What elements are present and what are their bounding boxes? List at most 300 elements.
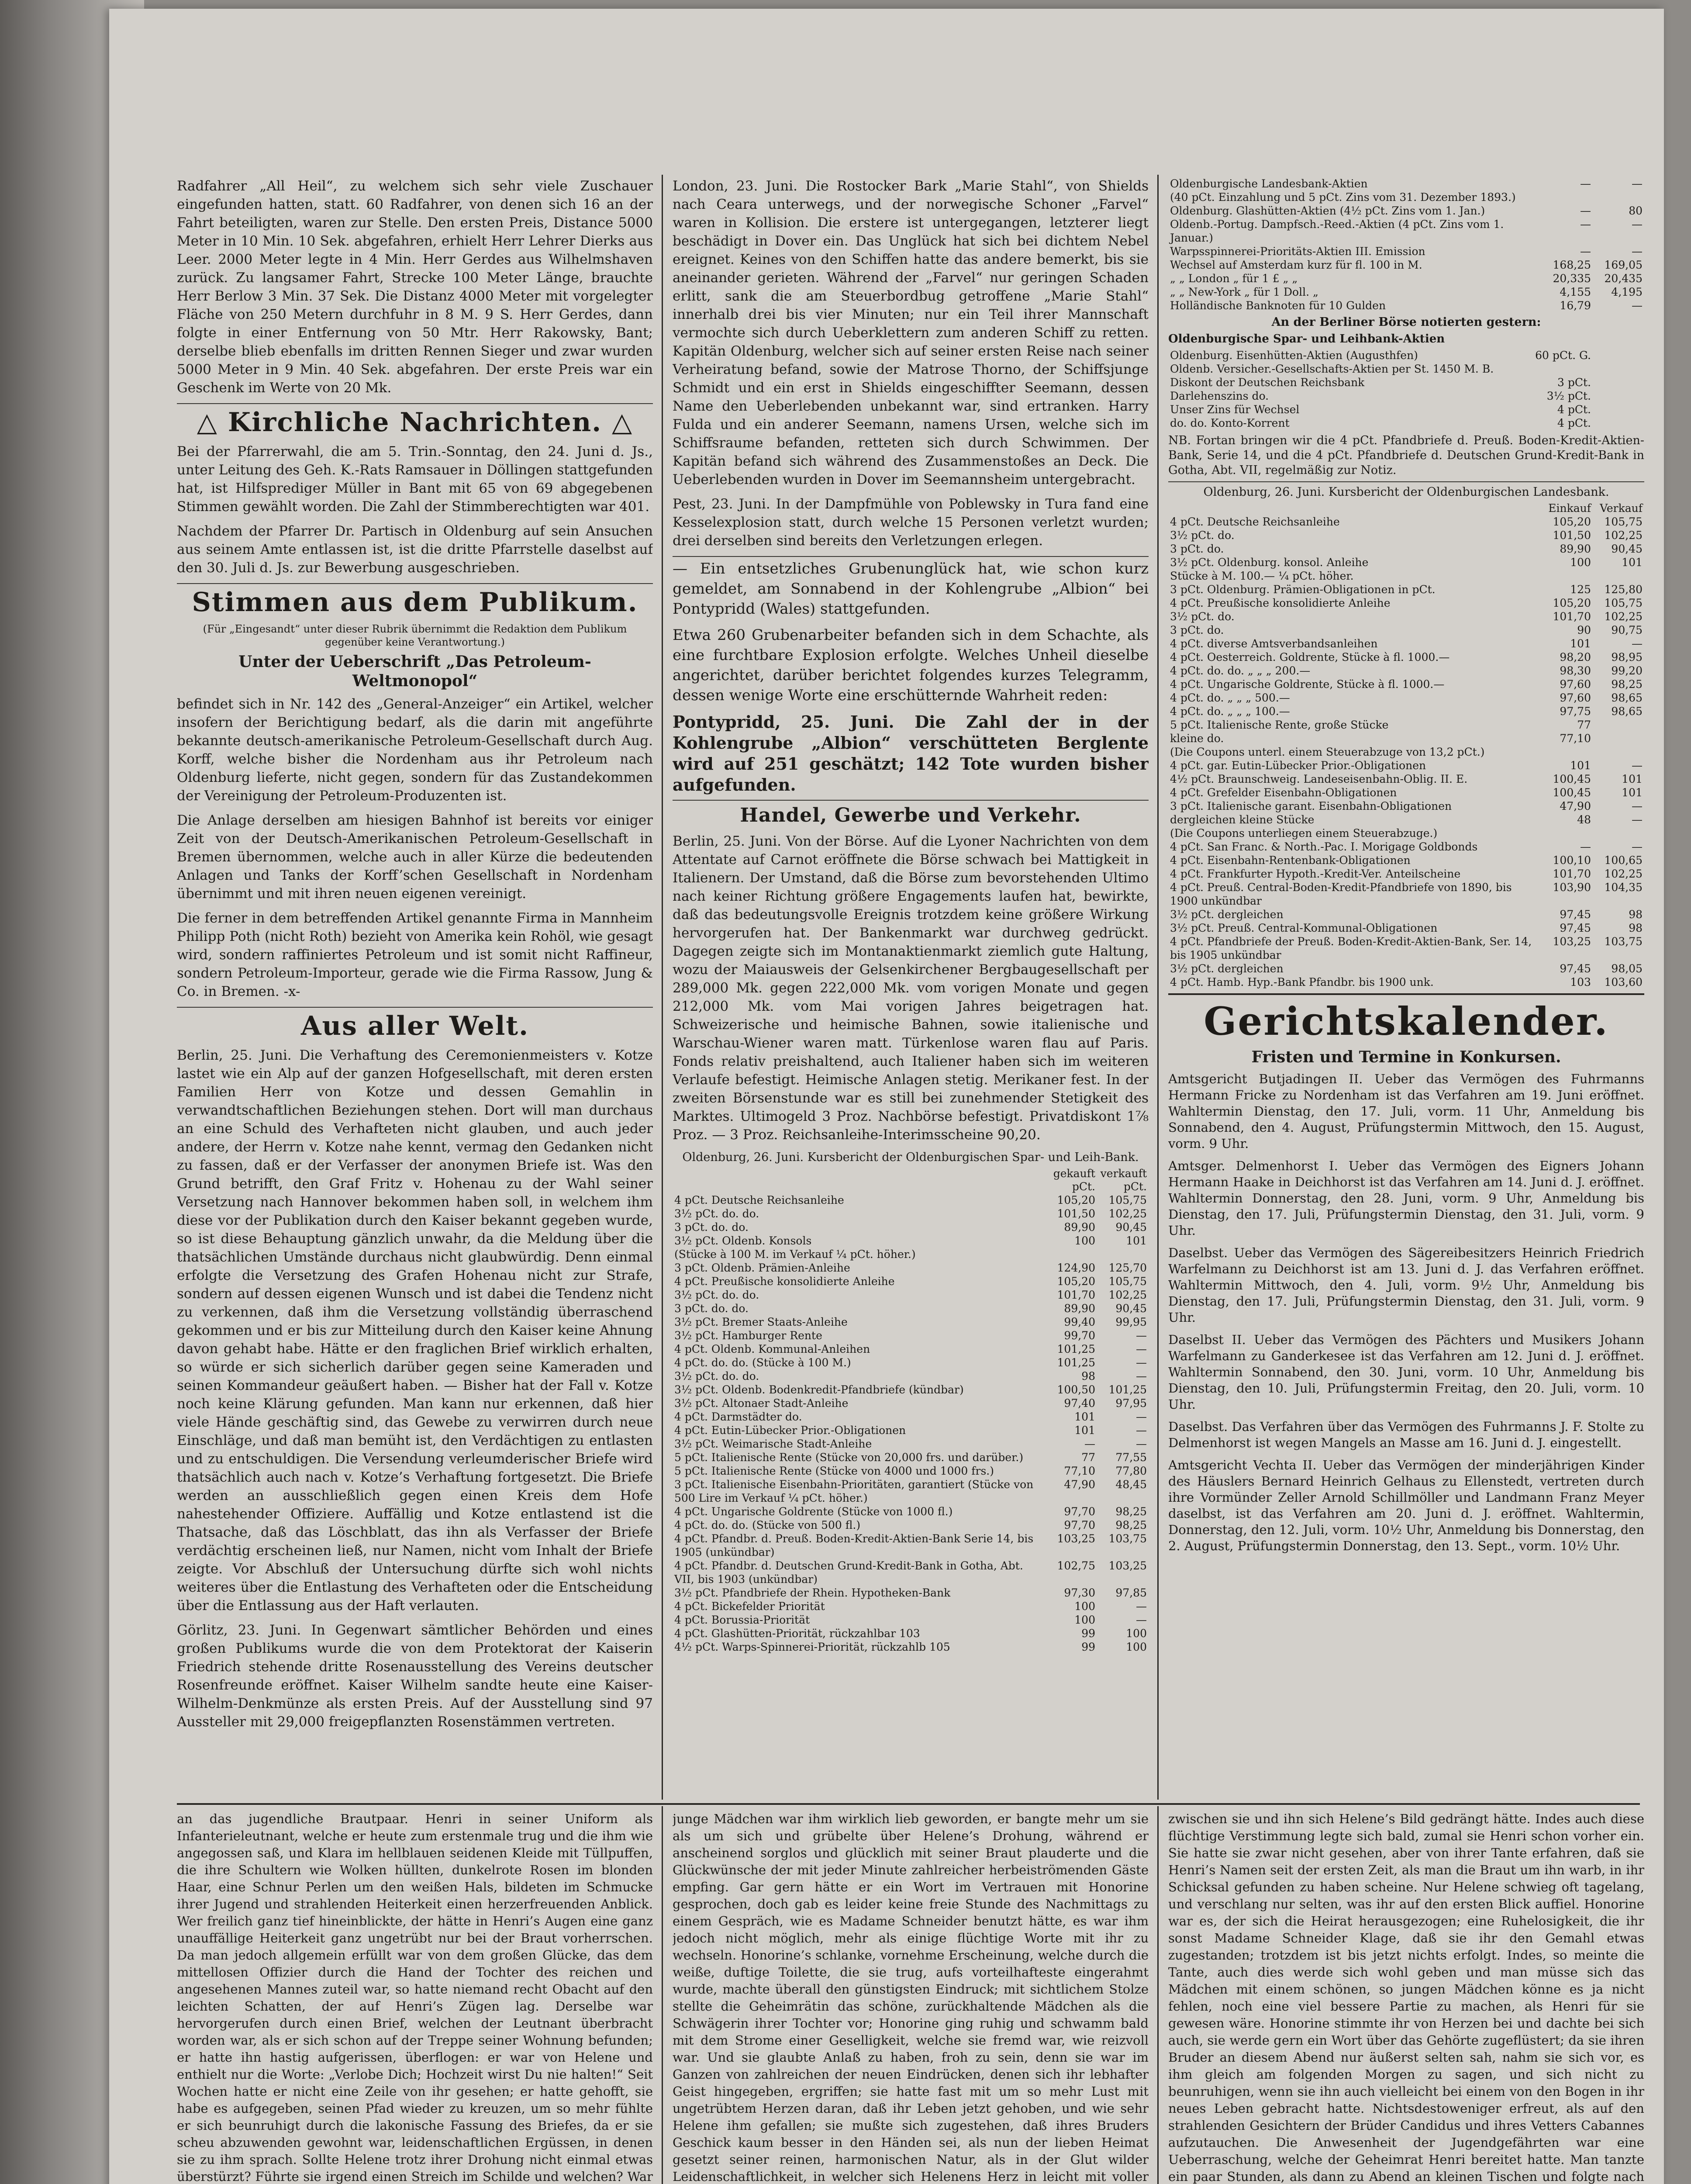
security-name: 4 pCt. Borussia-Priorität (674, 1614, 810, 1626)
security-name: Stücke à M. 100.— ¼ pCt. höher. (1170, 570, 1354, 582)
sell-rate: 125,70 (1108, 1261, 1147, 1274)
buy-rate: 103,90 (1553, 881, 1591, 894)
notice-delmenhorst-4: Daselbst. Das Verfahren über das Vermögen des Fuhrmanns J. F. Stolte zu Delmenhorst ist wegen Mangels an Masse am 16. Juni d. J. eingestellt. (1168, 1419, 1644, 1450)
security-name: 4½ pCt. Braunschweig. Landeseisenbahn-Oblig. II. E. (1170, 773, 1468, 785)
feuilleton-text-3: zwischen sie und ihn sich Helene’s Bild gedrängt hätte. Indes auch diese flüchtige Verstimmung legte sich bald, zumal sie Henri schon vorher ein. Sie hatte sie zwar nicht gesehen, aber von ihrer Tante erfahren, daß sie Henri’s Namen seit der ersten Zeit, als man die Braut um ihn warb, in ihr Schicksal gefunden zu haben scheine. Nur Helene schwieg oft tagelang, und verschlang nur selten, was ihr auf den ersten Blick auffiel. Honorine war es, der sich die Heirat herausgezogen; eine Ruhelosigkeit, die ihr sonst Madame Schneider Klage, daß sie ihr den Gemahl etwas zugestanden; trotzdem ist bis jetzt nichts erfolgt. Indes, so meinte die Tante, auch dies werde sich wohl geben und man müsse sich das Mädchen mit einem schönen, so jungen Mädchen könne es ja nicht fehlen, noch eine viel bessere Partie zu machen, als Henri für sie gewesen wäre. Honorine stimmte ihr von Herzen bei und dachte bei sich auch, sie werde gern ein Wort über das Gehörte zugeflüstert; da sie ihren Bruder an diesem Abend nur äußerst selten sah, nahm sie sich vor, es ihm gleich am folgenden Morgen zu sagen, und sich nicht zu beunruhigen, wenn sie ihn auch vielleicht bei einem von den Bogen in ihr neues Leben gebracht hatte. Nichtsdestoweniger erfreut, als auf den strahlenden Gesichtern der Brüder Candidus und ihres Vetters Cabannes aufzutauchen. Die Anwesenheit der Jugendgefährten war eine Ueberraschung, welche der Geheimrat Henri bereitet hatte. Man tanzte ein paar Stunden, als dann zu Abend an kleinen Tischen und folgte nach (1168, 1811, 1644, 2184)
buy-rate: — (1084, 1438, 1095, 1450)
rate-row (1168, 245, 1644, 258)
security-name: 3½ pCt. Bremer Staats-Anleihe (674, 1316, 848, 1328)
feuilleton-text-2: junge Mädchen war ihm wirklich lieb geworden, er bangte mehr um sie als um sich und grübelte über Helene’s Drohung, während er anscheinend sorglos und glücklich mit seiner Braut plauderte und die Glückwünsche der mit jeder Minute zahlreicher herbeiströmenden Gäste empfing. Gar gern hätte er ein Wort im Vertrauen mit Honorine gesprochen, doch gab es leider keine freie Stunde des Nachmittags zu einem Gespräch, wie es Madame Schneider benutzt hätte, es war ihm jedoch nicht möglich, mehr als einige flüchtige Worte mit ihr zu wechseln. Honorine’s schlanke, vornehme Erscheinung, welche durch die weiße, duftige Toilette, die sie trug, aufs vorteilhafteste eingerahmt wurde, machte überall den günstigsten Eindruck; mit sichtlichem Stolze stellte die Geheimrätin das schöne, zurückhaltende Mädchen als die Schwägerin ihrer Tochter vor; Honorine ging ruhig und schwamm bald mit dem Strome einer Geselligkeit, welche sie fremd war, wie reizvoll war. Und sie glaubte Anlaß zu haben, froh zu sein, denn sie war im Ganzen von zahlreichen der neuen Eindrücken, denen sich ihr lebhafter Geist hingegeben, ergriffen; sie hatte fast mit um so mehr Lust mit ungetrübtem Herzen daran, daß ihr Leben jetzt gehoben, und wie sehr Helene ihm gefallen; sie mußte sich zugestehen, daß ihres Bruders Geschick kaum besser in den Händen sei, als nun der lieben Heimat gesetzt seiner reinen, harmonischen Natur, als in der Glut wilder Leidenschaftlichkeit, in welcher sich Helenens Herz in leicht mit voller (673, 1811, 1149, 2184)
sell-rate: — (1136, 1356, 1147, 1369)
table-caption-landesbank: Oldenburg, 26. Juni. Kursbericht der Oldenburgischen Landesbank. (1203, 485, 1609, 499)
rate-row (673, 1505, 1149, 1518)
security-name: 4 pCt. Grefelder Eisenbahn-Obligationen (1170, 786, 1397, 799)
sell-rate: 103,25 (1108, 1559, 1147, 1572)
article-pest: Pest, 23. Juni. In der Dampfmühle von Poblewsky in Tura fand eine Kesselexplosion statt, durch welche 15 Personen verletzt wurden; drei derselben sind bereits den Verletzungen erlegen. (673, 496, 1149, 549)
sell-rate: 99,95 (1115, 1316, 1147, 1328)
sell-rate: — (1136, 1614, 1147, 1626)
security-name: 3½ pCt. do. (1170, 610, 1235, 623)
notice-vechta: Amtsgericht Vechta II. Ueber das Vermögen der minderjährigen Kinder des Häuslers Bernard Heinrich Gelhaus zu Ellenstedt, vertreten durch ihre Vormünder Zeller Arnold Schillmöller und Landmann Franz Meyer daselbst, ist das Verfahren am 20. Juni d. J. eröffnet. Wahltermin, Donnerstag, den 12. Juli, vorm. 10½ Uhr, Anmeldung bis Donnerstag, den 2. August, Prüfungstermin Donnerstag, den 13. Sept., vorm. 10½ Uhr. (1168, 1458, 1644, 1553)
sell-rate: 102,25 (1108, 1207, 1147, 1220)
sell-rate: 98,65 (1611, 691, 1643, 704)
sell-rate: — (1136, 1438, 1147, 1450)
security-name: 3½ pCt. Preuß. Central-Kommunal-Obligationen (1170, 922, 1438, 934)
security-name: Diskont der Deutschen Reichsbank (1170, 376, 1365, 389)
security-name: 4 pCt. do. do. „ „ „ 200.— (1170, 664, 1311, 677)
security-name: (40 pCt. Einzahlung und 5 pCt. Zins vom 31. Dezember 1893.) (1170, 191, 1516, 204)
sell-rate: — (1632, 218, 1643, 231)
rate-row (673, 1627, 1149, 1640)
buy-rate: 101,25 (1057, 1343, 1095, 1355)
rates-table-securities (1168, 177, 1644, 312)
buy-rate: 20,335 (1553, 272, 1591, 285)
section-heading-kirchliche: △ Kirchliche Nachrichten. △ (197, 407, 633, 438)
security-name: 3½ pCt. Oldenb. Bodenkredit-Pfandbriefe (kündbar) (674, 1383, 964, 1396)
rate-row (1168, 718, 1644, 732)
sell-rate: 103,75 (1108, 1532, 1147, 1545)
rate-row (1168, 921, 1644, 935)
security-name: kleine do. (1170, 732, 1224, 745)
sell-rate: 98,65 (1611, 705, 1643, 718)
rate-row (1168, 935, 1644, 962)
security-name: 3½ pCt. dergleichen (1170, 908, 1284, 921)
rate-row (1168, 218, 1644, 245)
security-name: 3 pCt. Italienische Eisenbahn-Prioritäten, garantiert (Stücke von 500 Lire im Verkauf ¼ pCt. höher.) (674, 1478, 1034, 1504)
rate-row (1168, 556, 1644, 569)
rate-row (1168, 529, 1644, 542)
column-3 (1168, 177, 1644, 1802)
buy-rate: 97,45 (1560, 922, 1591, 934)
article-radfahrer: Radfahrer „All Heil“, zu welchem sich sehr viele Zuschauer eingefunden hatten, statt. 60 Radfahrer, von denen sich 16 an der Fahrt beteiligten, waren zur Stelle. Den ersten Preis, Distance 5000 Meter in 10 Min. 10 Sek. abgefahren, erhielt Herr Lehrer Dierks aus Leer. 2000 Meter legte in 4 Min. Herr Gerdes aus Wilhelmshaven zurück. Zu langsamer Fahrt, Strecke 100 Meter Länge, brauchte Herr Berlow 3 Min. 37 Sek. Die Distanz 4000 Meter mit vorgelegter Fläche von 250 Metern durchfuhr in 8 M. 9 S. Herr Gerdes, dann folgte in einer Entfernung von 50 Mtr. Herr Rakowsky, Bant; derselbe blieb ebenfalls im dritten Rennen Sieger und zwar wurden 5000 Meter in 9 Min. 40 Sek. abgefahren. Der erste Preis war ein Geschenk im Werte von 20 Mk. (177, 178, 653, 396)
buy-rate: 98,20 (1560, 651, 1591, 663)
buy-rate: 103,25 (1057, 1532, 1095, 1545)
sell-rate: 102,25 (1108, 1289, 1147, 1301)
sell-rate: — (1632, 177, 1643, 190)
rate-row (1168, 745, 1644, 759)
buy-rate: 101 (1074, 1410, 1095, 1423)
sell-rate: 90,75 (1611, 624, 1643, 636)
rate-row (673, 1464, 1149, 1478)
rate-row (1168, 285, 1644, 299)
buy-rate: 90 (1577, 624, 1591, 636)
security-name: 4 pCt. do. do. (Stücke von 500 fl.) (674, 1519, 861, 1531)
rate-row (1168, 349, 1644, 362)
divider (177, 403, 653, 404)
buy-rate (1541, 190, 1593, 204)
rate-row (673, 1315, 1149, 1329)
sell-rate: 77,80 (1115, 1465, 1147, 1477)
buy-rate: 3 pCt. (1557, 376, 1591, 389)
rate-row (1168, 596, 1644, 610)
buy-rate: 100 (1570, 556, 1591, 569)
sell-rate: — (1632, 800, 1643, 812)
sell-rate: 102,25 (1604, 867, 1643, 880)
buy-rate: 124,90 (1057, 1261, 1095, 1274)
sell-rate: 97,85 (1115, 1586, 1147, 1599)
buy-rate (1046, 1248, 1097, 1261)
security-name: (Stücke à 100 M. im Verkauf ¼ pCt. höher.) (674, 1248, 916, 1261)
buy-rate: 100,45 (1553, 786, 1591, 799)
rate-row (1168, 376, 1644, 389)
sell-rate: — (1632, 813, 1643, 826)
security-name: 4 pCt. Preußische konsolidierte Anleihe (674, 1275, 895, 1288)
rate-row (1168, 637, 1644, 650)
sell-rate: 80 (1629, 204, 1643, 217)
security-name: Unser Zins für Wechsel (1170, 403, 1300, 416)
buy-rate (1541, 569, 1593, 583)
section-heading-stimmen: Stimmen aus dem Publikum. (192, 587, 638, 618)
sell-rate: 97,95 (1115, 1397, 1147, 1410)
security-name: 4 pCt. Oesterreich. Goldrente, Stücke à fl. 1000.— (1170, 651, 1450, 663)
buy-rate: 125 (1570, 583, 1591, 596)
security-name: 3½ pCt. Altonaer Stadt-Anleihe (674, 1397, 849, 1410)
table-column-headers (673, 1167, 1149, 1193)
security-name: 5 pCt. Italienische Rente (Stücke von 20,000 frs. und darüber.) (674, 1451, 1024, 1464)
rate-row (673, 1396, 1149, 1410)
rate-row (1168, 677, 1644, 691)
rate-row (1168, 664, 1644, 677)
rate-row (1168, 867, 1644, 881)
article-petroleum-3: Die ferner in dem betreffenden Artikel genannte Firma in Mannheim Philipp Poth (nicht Roth) bezieht von Amerika kein Rohöl, wie gesagt wird, sondern raffiniertes Petroleum und ist somit nicht Raffineur, sondern Petroleum-Importeur, gerade wie die Firma Rassow, Jung & Co. in Bremen. -x- (177, 910, 653, 999)
sell-rate: 77,55 (1115, 1451, 1147, 1464)
rate-row (673, 1356, 1149, 1369)
column-rule-1 (662, 175, 663, 1800)
buy-rate: 89,90 (1064, 1302, 1095, 1315)
buy-rate: 168,25 (1553, 259, 1591, 271)
security-name: 4 pCt. Ungarische Goldrente, Stücke à fl. 1000.— (1170, 678, 1445, 691)
buy-rate: 3½ pCt. (1546, 390, 1591, 402)
rates-table-landesbank (1168, 515, 1644, 989)
feuilleton-rule-1 (662, 1806, 663, 2184)
buy-rate: 89,90 (1560, 543, 1591, 555)
header-gekauft: gekauft pCt. (1053, 1167, 1095, 1193)
section-heading-gerichtskalender: Gerichtskalender. (1204, 999, 1609, 1044)
sell-rate (1593, 826, 1644, 840)
sell-rate (1593, 745, 1644, 759)
buy-rate: 97,75 (1560, 705, 1591, 718)
header-einkauf: Einkauf (1548, 502, 1591, 515)
sell-rate (1097, 1248, 1149, 1261)
buy-rate: 77 (1081, 1451, 1095, 1464)
buy-rate: 97,40 (1064, 1397, 1095, 1410)
sell-rate: 101 (1622, 786, 1643, 799)
buy-rate (1533, 362, 1593, 376)
buy-rate: 89,90 (1064, 1221, 1095, 1234)
rate-row (673, 1193, 1149, 1207)
rate-row (1168, 813, 1644, 826)
security-name: 4 pCt. Eisenbahn-Rentenbank-Obligationen (1170, 854, 1411, 867)
security-name: 4 pCt. do. „ „ „ 500.— (1170, 691, 1290, 704)
rate-row (1168, 840, 1644, 854)
divider (673, 556, 1149, 557)
sell-rate: 98,25 (1115, 1505, 1147, 1518)
section-heading-aus-aller-welt: Aus aller Welt. (300, 1011, 529, 1041)
sell-rate: 102,25 (1604, 529, 1643, 542)
sell-rate: 99,20 (1611, 664, 1643, 677)
sell-rate: 103,60 (1604, 976, 1643, 988)
security-name: dergleichen kleine Stücke (1170, 813, 1315, 826)
sell-rate: — (1136, 1410, 1147, 1423)
sell-rate: — (1136, 1424, 1147, 1437)
feuilleton-column-3 (1168, 1811, 1644, 2184)
rate-row (1168, 177, 1644, 190)
security-name: Oldenb. Versicher.-Gesellschafts-Aktien per St. 1450 M. B. (1170, 363, 1494, 375)
buy-rate: 103,25 (1553, 935, 1591, 948)
security-name: 5 pCt. Italienische Rente, große Stücke (1170, 719, 1389, 731)
buy-rate: 97,30 (1064, 1586, 1095, 1599)
feuilleton-text-1: an das jugendliche Brautpaar. Henri in seiner Uniform als Infanterieleutnant, welche er heute zum erstenmale trug und die ihm wie angegossen saß, und Klara im hellblauen seidenen Kleide mit Tüllpuffen, die ihre Schultern wie Wolken hüllten, dunkelrote Rosen im blonden Haar, eine Schnur Perlen um den weißen Hals, bildeten im Schmucke ihrer Jugend und strahlenden Heiterkeit einen herzerfreuenden Anblick. Wer freilich ganz tief hineinblickte, der hätte in Henri’s Augen eine ganz unauffällige Heiterkeit ganz ungetrübt nur bei der Braut vorherrschen. Da man jedoch allgemein erfüllt war von dem großen Glücke, das dem mittellosen Offizier durch die Hand der Tochter des reichen und angesehenen Mannes zuteil war, so hatte niemand recht Obacht auf den leichten Schatten, der auf Henri’s Zügen lag. Derselbe war hervorgerufen durch einen Brief, welchen der Leutnant überbracht worden war, als er sich schon auf der Treppe seiner Wohnung befunden; er hatte ihn hastig aufgerissen, überflogen: er war von Helene und enthielt nur die Worte: „Verlobe Dich; Hochzeit wirst Du nie halten!“ Seit Wochen hatte er nicht eine Zeile von ihr gesehen; er hatte gehofft, sie habe es aufgegeben, seinen Pfad wieder zu kreuzen, um so mehr fühlte er sich beunruhigt durch die lakonische Fassung des Briefes, da er sie scheu abzuwenden gewohnt war, leidenschaftlichen Ergüssen, in denen sie zu ihm sprach. Sollte Helene trotz ihrer Drohung nicht einmal etwas überstürzt? Führte sie irgend einen Streich im Schilde und welchen? War (177, 1811, 653, 2184)
column-2 (673, 177, 1149, 1802)
rate-row (1168, 258, 1644, 272)
buy-rate: — (1580, 204, 1591, 217)
buy-rate: 105,20 (1057, 1194, 1095, 1206)
buy-rate: 99,70 (1064, 1329, 1095, 1342)
sell-rate: 90,45 (1115, 1221, 1147, 1234)
sell-rate (1593, 362, 1644, 376)
caption-berliner-boerse: An der Berliner Börse notierten gestern: (1271, 315, 1541, 329)
buy-rate: 100 (1074, 1234, 1095, 1247)
rate-row (673, 1437, 1149, 1451)
sell-rate: — (1632, 759, 1643, 772)
notice-delmenhorst-1: Amtsger. Delmenhorst I. Ueber das Vermögen des Eigners Johann Hermann Haake in Deichhorst ist das Verfahren am 14. Juni d. J. eröffnet. Wahltermin Donnerstag, den 28. Juni, vorm. 9 Uhr, Anmeldung bis Dienstag, den 17. Juli, Prüfungstermin Dienstag, den 31. Juli, vorm. 9 Uhr. (1168, 1158, 1644, 1238)
rate-row (673, 1383, 1149, 1396)
article-petroleum-1: befindet sich in Nr. 142 des „General-Anzeiger“ ein Artikel, welcher insofern der Berichtigung bedarf, als die darin mit angeführte bekannte deutsch-amerikanische Petroleum-Gesellschaft durch Aug. Korff, welche bisher die Nordenham aus ihr Petroleum nach Oldenburg lieferte, nicht gegen, sondern für das Zustandekommen der Vereinigung der Petroleum-Produzenten ist. (177, 696, 653, 804)
security-name: 4 pCt. San Franc. & North.-Pac. I. Morigage Goldbonds (1170, 840, 1478, 853)
buy-rate: 101,50 (1057, 1207, 1095, 1220)
rate-row (1168, 826, 1644, 840)
rate-row (1168, 908, 1644, 921)
article-boerse: Berlin, 25. Juni. Von der Börse. Auf die Lyoner Nachrichten von dem Attentate auf Carnot eröffnete die Börse schwach bei Mattigkeit in Italienern. Der Umstand, daß die Börse zum bevorstehenden Ultimo nach keiner Richtung größere Engagements laufen hat, bewirkte, daß das bedeutungsvolle Ereignis trotzdem keine größere Wirkung hervorgerufen hat. Der Bankenmarkt war durchweg gedrückt. Dagegen zeigte sich im Montanaktienmarkt ziemlich gute Haltung, wozu der Maiausweis der Gelsenkirchener Bergbaugesellschaft per 289,000 Mk. gegen 222,000 Mk. vom vorigen Monate und gegen 212,000 Mk. vom Mai vorigen Jahres beigetragen hat. Schweizerische und heimische Bahnen, sowie italienische und Warschau-Wiener waren matt. Türkenlose waren flau auf Paris. Fonds relativ preishaltend, auch Italiener haben sich im weiteren Verlaufe befestigt. Heimische Anlagen stetig. Merikaner fest. In der zweiten Börsenstunde war es still bei zunehmender Stetigkeit des Marktes. Ultimogeld 3 Proz. Nachbörse befestigt. Privatdiskont 1⅞ Proz. — 3 Proz. Reichsanleihe-Interimsscheine 90,20. (673, 833, 1149, 1143)
rate-row (1168, 975, 1644, 989)
rate-row (673, 1275, 1149, 1288)
editorial-disclaimer: (Für „Eingesandt“ unter dieser Rubrik übernimmt die Redaktion dem Publikum gegenüber keine Verantwortung.) (203, 623, 627, 648)
caption-spar-leihbank-aktien: Oldenburgische Spar- und Leihbank-Aktien (1168, 332, 1445, 346)
security-name: 4 pCt. diverse Amtsverbandsanleihen (1170, 637, 1378, 650)
sell-rate: 105,75 (1108, 1194, 1147, 1206)
buy-rate: 16,79 (1560, 299, 1591, 312)
buy-rate: 97,70 (1064, 1519, 1095, 1531)
security-name: „ „ New-York „ für 1 Doll. „ (1170, 286, 1318, 298)
divider (1168, 993, 1644, 995)
security-name: Darlehenszins do. (1170, 390, 1269, 402)
sell-rate (1593, 389, 1644, 403)
security-name: 3½ pCt. do. (1170, 529, 1235, 542)
buy-rate: 105,20 (1553, 515, 1591, 528)
security-name: 4 pCt. Pfandbr. d. Deutschen Grund-Kredit-Bank in Gotha, Abt. VII, bis 1903 (unkündbar) (674, 1559, 1023, 1586)
header-verkauft: verkauft pCt. (1100, 1167, 1147, 1193)
security-name: (Die Coupons unterliegen einem Steuerabzuge.) (1170, 827, 1438, 840)
security-name: 3½ pCt. do. do. (674, 1370, 759, 1382)
buy-rate: 77 (1577, 719, 1591, 731)
rate-row (1168, 732, 1644, 745)
sell-rate (1593, 569, 1644, 583)
sell-rate: — (1632, 840, 1643, 853)
security-name: 3 pCt. Italienische garant. Eisenbahn-Obligationen (1170, 800, 1452, 812)
sell-rate: 101 (1126, 1234, 1147, 1247)
sell-rate (1593, 732, 1644, 745)
security-name: 3½ pCt. Hamburger Rente (674, 1329, 822, 1342)
sell-rate: — (1136, 1600, 1147, 1613)
security-name: 4 pCt. do. do. (Stücke à 100 M.) (674, 1356, 851, 1369)
rate-row (673, 1532, 1149, 1559)
sell-rate: 100,65 (1604, 854, 1643, 867)
security-name: 4½ pCt. Warps-Spinnerei-Priorität, rückzahlb 105 (674, 1641, 950, 1653)
sell-rate: 169,05 (1604, 259, 1643, 271)
security-name: 5 pCt. Italienische Rente (Stücke von 4000 und 1000 frs.) (674, 1465, 994, 1477)
buy-rate: 101 (1570, 637, 1591, 650)
divider (177, 1007, 653, 1008)
sell-rate: — (1136, 1370, 1147, 1382)
sell-rate: 98,25 (1611, 678, 1643, 691)
buy-rate: 99 (1081, 1627, 1095, 1640)
security-name: Holländische Banknoten für 10 Gulden (1170, 299, 1386, 312)
sell-rate: 101,25 (1108, 1383, 1147, 1396)
article-pfarrerwahl: Bei der Pfarrerwahl, die am 5. Trin.-Sonntag, den 24. Juni d. Js., unter Leitung des Geh. K.-Rats Ramsauer in Döllingen stattgefunden hat, ist Hilfsprediger Müller in Bant mit 65 von 69 abgegebenen Stimmen gewählt worden. Die Zahl der Stimmberechtigten war 401. (177, 444, 653, 515)
sell-rate (1593, 416, 1644, 430)
rate-row (673, 1518, 1149, 1532)
security-name: 4 pCt. gar. Eutin-Lübecker Prior.-Obligationen (1170, 759, 1426, 772)
buy-rate: 97,60 (1560, 678, 1591, 691)
rates-table-berliner (1168, 349, 1644, 430)
buy-rate (1541, 826, 1593, 840)
buy-rate: 97,45 (1560, 908, 1591, 921)
rate-row (1168, 362, 1644, 376)
security-name: Oldenb.-Portug. Dampfsch.-Reed.-Aktien (4 pCt. Zins vom 1. Januar.) (1170, 218, 1504, 244)
rates-table-spar-leih-bank (673, 1193, 1149, 1654)
security-name: 3½ pCt. do. do. (674, 1207, 759, 1220)
rate-row (673, 1559, 1149, 1586)
rate-row (1168, 786, 1644, 799)
notice-nb: NB. Fortan bringen wir die 4 pCt. Pfandbriefe d. Preuß. Boden-Kredit-Aktien-Bank, Serie 14, und die 4 pCt. Pfandbriefe d. Deutschen Grund-Kredit-Bank in Gotha, Abt. VII, regelmäßig zur Notiz. (1168, 434, 1644, 477)
sell-rate: 90,45 (1115, 1302, 1147, 1315)
rate-row (673, 1451, 1149, 1464)
buy-rate: 97,45 (1560, 962, 1591, 975)
buy-rate: 102,75 (1057, 1559, 1095, 1572)
buy-rate: 100,50 (1057, 1383, 1095, 1396)
buy-rate: 101,70 (1553, 867, 1591, 880)
security-name: 4 pCt. Pfandbriefe der Preuß. Boden-Kredit-Aktien-Bank, Ser. 14, bis 1905 unkündbar (1170, 935, 1532, 961)
rate-row (673, 1478, 1149, 1505)
rate-row (673, 1424, 1149, 1437)
buy-rate: 101,70 (1057, 1289, 1095, 1301)
buy-rate: — (1580, 177, 1591, 190)
buy-rate: 101,70 (1553, 610, 1591, 623)
security-name: Oldenburgische Landesbank-Aktien (1170, 177, 1368, 190)
buy-rate: 48 (1577, 813, 1591, 826)
rate-row (673, 1329, 1149, 1342)
rate-row (1168, 705, 1644, 718)
security-name: Wechsel auf Amsterdam kurz für fl. 100 in M. (1170, 259, 1422, 271)
sell-rate: 48,45 (1115, 1478, 1147, 1491)
sell-rate (1593, 403, 1644, 416)
rate-row (1168, 403, 1644, 416)
sell-rate: 98,25 (1115, 1519, 1147, 1531)
security-name: 3½ pCt. do. do. (674, 1289, 759, 1301)
security-name: do. do. Konto-Korrent (1170, 417, 1290, 429)
buy-rate: 100,45 (1553, 773, 1591, 785)
sell-rate: 98,95 (1611, 651, 1643, 663)
rate-row (1168, 204, 1644, 218)
rate-row (673, 1248, 1149, 1261)
rate-row (673, 1302, 1149, 1315)
security-name: 4 pCt. Frankfurter Hypoth.-Kredit-Ver. Anteilscheine (1170, 867, 1461, 880)
buy-rate: 4,155 (1560, 286, 1591, 298)
feuilleton-column-1 (177, 1811, 653, 2184)
sell-rate (1593, 376, 1644, 389)
sell-rate: 105,75 (1604, 597, 1643, 609)
rate-row (1168, 854, 1644, 867)
column-rule-2 (1157, 175, 1159, 1800)
buy-rate: 101,50 (1553, 529, 1591, 542)
buy-rate: 101 (1570, 759, 1591, 772)
buy-rate: — (1580, 245, 1591, 258)
divider (177, 583, 653, 584)
rate-row (1168, 691, 1644, 705)
sell-rate: 105,75 (1604, 515, 1643, 528)
sell-rate: 20,435 (1604, 272, 1643, 285)
column-1 (177, 177, 653, 1802)
article-goerlitz: Görlitz, 23. Juni. In Gegenwart sämtlicher Behörden und eines großen Publikums wurde die von dem Protektorat der Kaiserin Friedrich stehende dritte Rosenausstellung des Vereins deutscher Rosenfreunde eröffnet. Kaiser Wilhelm sandte heute eine Kaiser-Wilhelm-Denkmünze als ersten Preis. Auf der Ausstellung sind 97 Aussteller mit 29,000 freigepflanzten Rosenstämmen vertreten. (177, 1622, 653, 1730)
buy-rate (1541, 745, 1593, 759)
security-name: 3½ pCt. Pfandbriefe der Rhein. Hypotheken-Bank (674, 1586, 951, 1599)
sell-rate: 100 (1126, 1627, 1147, 1640)
subheading-petroleum: Unter der Ueberschrift „Das Petroleum-Weltmonopol“ (238, 653, 591, 690)
buy-rate: 4 pCt. (1557, 403, 1591, 416)
divider (673, 800, 1149, 801)
buy-rate: 105,20 (1553, 597, 1591, 609)
sell-rate (1593, 718, 1644, 732)
sell-rate (1593, 190, 1644, 204)
security-name: 4 pCt. Deutsche Reichsanleihe (1170, 515, 1340, 528)
security-name: 4 pCt. Bickefelder Priorität (674, 1600, 825, 1613)
security-name: 3½ pCt. dergleichen (1170, 962, 1284, 975)
sell-rate: 98 (1629, 908, 1643, 921)
rate-row (1168, 272, 1644, 285)
rate-row (673, 1600, 1149, 1613)
rate-row (1168, 190, 1644, 204)
security-name: 3½ pCt. Weimarische Stadt-Anleihe (674, 1438, 872, 1450)
security-name: 4 pCt. Hamb. Hyp.-Bank Pfandbr. bis 1900 unk. (1170, 976, 1434, 988)
sell-rate: — (1632, 299, 1643, 312)
rate-row (673, 1369, 1149, 1383)
sell-rate: 102,25 (1604, 610, 1643, 623)
security-name: 3½ pCt. Oldenburg. konsol. Anleihe (1170, 556, 1369, 569)
rate-row (1168, 583, 1644, 596)
buy-rate: 60 pCt. G. (1535, 349, 1591, 362)
notice-butjadingen: Amtsgericht Butjadingen II. Ueber das Vermögen des Fuhrmanns Hermann Fricke zu Nordenham ist das Verfahren am 19. Juni eröffnet. Wahltermin Dienstag, den 17. Juli, vorm. 11 Uhr, Anmeldung bis Sonnabend, den 4. August, Prüfungstermin Mittwoch, den 15. August, vorm. 9 Uhr. (1168, 1071, 1644, 1151)
rate-row (673, 1261, 1149, 1275)
sell-rate: 98 (1629, 922, 1643, 934)
security-name: 4 pCt. Preuß. Central-Boden-Kredit-Pfandbriefe von 1890, bis 1900 unkündbar (1170, 881, 1512, 907)
feuilleton-column-2 (673, 1811, 1149, 2184)
sell-rate: — (1136, 1329, 1147, 1342)
buy-rate: 100 (1074, 1614, 1095, 1626)
security-name: 3 pCt. do. (1170, 543, 1224, 555)
security-name: 4 pCt. Pfandbr. d. Preuß. Boden-Kredit-Aktien-Bank Serie 14, bis 1905 (unkündbar) (674, 1532, 1034, 1559)
rate-row (673, 1220, 1149, 1234)
rate-row (1168, 610, 1644, 623)
security-name: 3 pCt. Oldenburg. Prämien-Obligationen in pCt. (1170, 583, 1436, 596)
buy-rate: 77,10 (1560, 732, 1591, 745)
header-verkauf: Verkauf (1600, 502, 1643, 515)
rate-row (1168, 416, 1644, 430)
sell-rate: 100 (1126, 1641, 1147, 1653)
newspaper-page (109, 9, 1664, 2184)
article-berlin-kotze: Berlin, 25. Juni. Die Verhaftung des Ceremonienmeisters v. Kotze lastet wie ein Alp auf der ganzen Hofgesellschaft, mit deren ersten Familien Herr von Kotze und dessen Gemahlin in verwandtschaftlichen Beziehungen stehen. Dort will man durchaus an eine Schuld des Verhafteten nicht glauben, und auch jeder andere, der Herrn v. Kotze nahe kennt, vermag den Gedanken nicht zu fassen, daß er der Verfasser der anonymen Briefe ist. Was den Grund betrifft, den Graf Fritz v. Hohenau zu der Wahl seiner Versetzung nach Hannover bekommen haben soll, in welchem ihm diese vor der Publikation durch den Kaiser bekannt gegeben wurde, so ist diese Behauptung gänzlich unwahr, da die Meldung über die thatsächlichen Umstände durchaus nicht glaubwürdig. Denn einmal erfolgte die Versetzung des Grafen Hohenau nicht zur Strafe, sondern auf dessen eigenen Wunsch und ist dabei die Tendenz nicht zu verkennen, daß ihm die Versetzung vollständig überraschend gekommen und er bis zur Mitteilung durch den Kaiser keine Ahnung davon gehabt habe. Hätte er den fraglichen Brief wirklich erhalten, so würde er sich sicherlich darüber gegen seine Kameraden und seinen Kommandeur geäußert haben. — Bisher hat der Fall v. Kotze noch keine Klärung gefunden. Man kann nur erkennen, daß hier viele Hände geschäftig sind, das Gewebe zu verwirren durch neue Einschläge, und daß man bemüht ist, den Verdächtigen zu entlasten und zu entschuldigen. Die Versendung verleumderischer Briefe wird thatsächlich auch nach v. Kotze’s Verhaftung fortgesetzt. Die Briefe werden an ausschließlich gegen einen Kreis dem Hofe nahestehender Offiziere. Auffällig und Kotze entlastend ist die Thatsache, daß das Löschblatt, das ihn als Verfasser der Briefe verdächtig erscheinen ließ, nur Namen, nicht vom Inhalt der Briefe zeigte. Vor Abschluß der Untersuchung dürfte sich wohl nichts weiteres über die Entlastung des Verhafteten oder die Entscheidung über die Entlassung aus der Haft verlauten. (177, 1047, 653, 1614)
rate-row (1168, 623, 1644, 637)
buy-rate: 103 (1570, 976, 1591, 988)
sell-rate: — (1632, 245, 1643, 258)
